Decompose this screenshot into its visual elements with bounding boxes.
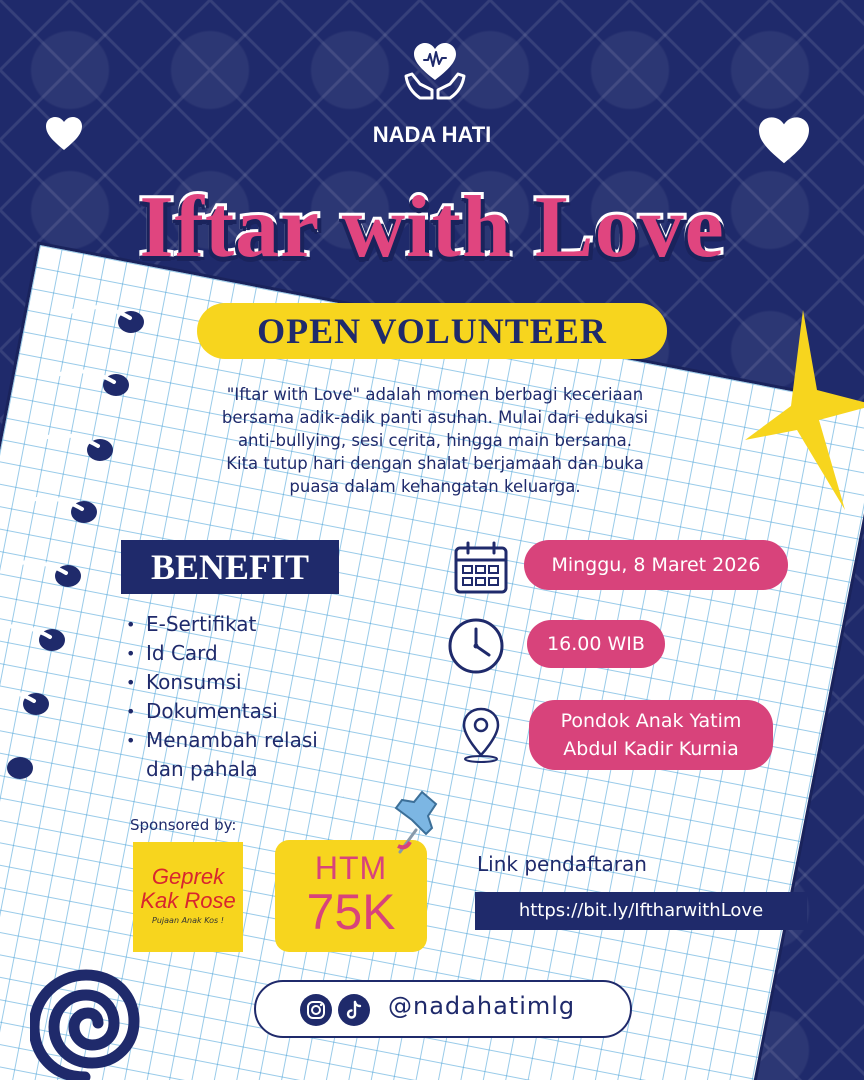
social-handle[interactable]: @nadahatimlg: [388, 992, 576, 1020]
time-pill: 16.00 WIB: [527, 620, 665, 668]
sparkle-star-icon: [745, 310, 864, 510]
price-value: 75K: [306, 884, 396, 940]
description-line: "Iftar with Love" adalah momen berbagi keceriaan: [226, 385, 644, 404]
sponsor-name: Geprek: [151, 864, 225, 889]
date-pill: Minggu, 8 Maret 2026: [524, 540, 788, 590]
sponsor-tagline: Pujaan Anak Kos !: [152, 916, 224, 925]
location-pill: [529, 700, 773, 770]
open-volunteer-badge: OPEN VOLUNTEER: [197, 303, 667, 359]
benefit-heading: BENEFIT: [121, 540, 339, 594]
sponsor-logo: [133, 842, 243, 952]
pushpin-icon: [392, 790, 448, 854]
description-line: bersama adik-adik panti asuhan. Mulai dari edukasi: [221, 408, 649, 427]
tiktok-icon[interactable]: [338, 994, 370, 1026]
description-line: anti-bullying, sesi cerita, hingga main bersama.: [237, 431, 633, 450]
list-item: • Menambah relasi dan pahala: [126, 726, 356, 784]
social-bar: [254, 980, 632, 1038]
ticket-price-box: [275, 840, 427, 952]
sponsor-name: Kak Rose: [140, 888, 236, 913]
location-pin-icon: [452, 705, 510, 763]
benefit-list: [126, 610, 356, 784]
description-line: Kita tutup hari dengan shalat berjamaah dan buka: [226, 454, 644, 473]
instagram-icon[interactable]: [300, 994, 332, 1026]
heart-icon: [44, 116, 84, 152]
nada-hati-logo: [402, 40, 468, 106]
location-line: Abdul Kadir Kurnia: [563, 738, 739, 760]
location-line: Pondok Anak Yatim: [560, 710, 742, 732]
price-label: HTM: [314, 850, 388, 886]
swirl-decoration: [30, 965, 140, 1080]
event-description: [180, 383, 690, 498]
list-item: • Id Card: [126, 639, 356, 668]
brand-name: NADA HATI: [372, 122, 492, 147]
calendar-icon: [452, 540, 510, 598]
list-item: • E-Sertifikat: [126, 610, 356, 639]
list-item: • Konsumsi: [126, 668, 356, 697]
registration-link[interactable]: https://bit.ly/IftharwithLove: [475, 892, 807, 930]
heart-icon: [756, 116, 812, 166]
event-title: Iftar with Love: [139, 179, 725, 276]
clock-icon: [447, 617, 505, 675]
sponsor-label: Sponsored by:: [130, 816, 237, 834]
registration-label: Link pendaftaran: [477, 852, 647, 876]
description-line: puasa dalam kehangatan keluarga.: [289, 477, 581, 496]
list-item: • Dokumentasi: [126, 697, 356, 726]
